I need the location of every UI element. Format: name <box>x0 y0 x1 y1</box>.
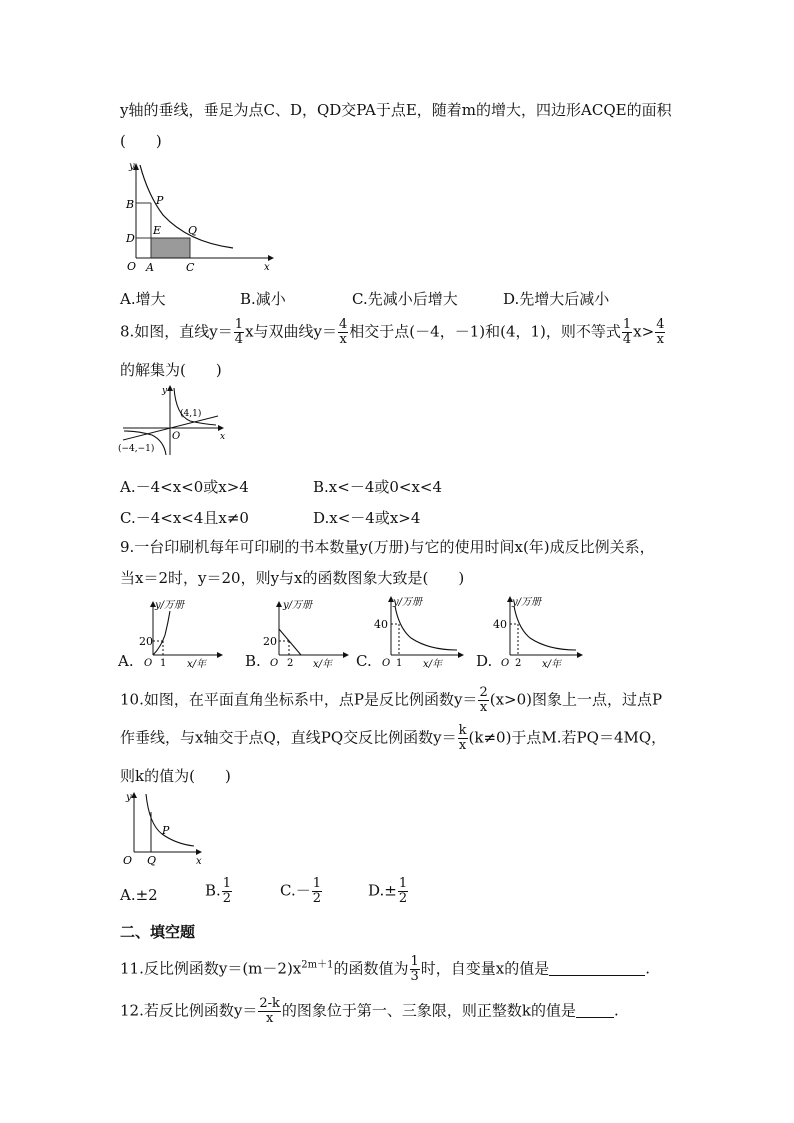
graph-a-y-label: y/万册 <box>155 600 185 611</box>
frac-num: 1 <box>234 317 244 332</box>
frac-den: x <box>339 332 347 347</box>
graph-c-y-label: y/万册 <box>393 597 423 608</box>
origin-label: O <box>172 431 181 442</box>
frac-den: 2 <box>222 891 232 906</box>
frac-num: 2 <box>479 685 488 700</box>
y-axis-label: y <box>126 792 132 803</box>
q11-line <box>120 955 650 984</box>
q10-text-1: 10.如图，在平面直角坐标系中，点P是反比例函数y＝ <box>120 690 478 709</box>
x-axis-label: x <box>220 432 226 442</box>
q7-option-d: D.先增大后减小 <box>503 290 610 308</box>
graph-a-x-value: 1 <box>160 658 167 669</box>
q12-text-2: 的图象位于第一、三象限，则正整数k的值是 <box>281 1001 576 1020</box>
q8-text-2: x与双曲线y＝ <box>245 322 338 341</box>
q11-text-1: 11.反比例函数y＝(m－2)x <box>120 959 302 978</box>
y-axis-label: y <box>162 386 168 396</box>
graph-d-y-value: 40 <box>493 618 507 631</box>
frac-den: 3 <box>410 969 419 984</box>
frac-num: 1 <box>312 876 321 891</box>
q9-graph-a <box>135 597 225 672</box>
frac-den: 4 <box>622 332 632 347</box>
q11-text-2: 的函数值为 <box>333 959 409 978</box>
q10-option-d <box>368 877 409 906</box>
q9-graph-b <box>261 597 351 672</box>
q9-graph-c <box>371 592 466 672</box>
graph-a-x-label: x/年 <box>187 659 207 670</box>
option-c-prefix: C.－ <box>280 881 311 900</box>
option-b-frac <box>222 877 232 906</box>
point-e-label: E <box>153 224 162 237</box>
option-d-frac <box>398 877 408 906</box>
frac-num: 2-k <box>259 996 280 1011</box>
graph-a-y-value: 20 <box>139 635 153 648</box>
graph-b-origin: O <box>270 658 279 669</box>
q7-option-b: B.减小 <box>240 290 286 308</box>
frac-num: k <box>458 723 467 738</box>
graph-b-x-label: x/年 <box>313 659 333 670</box>
frac-num: 1 <box>398 876 408 891</box>
q8-graph <box>118 383 228 458</box>
frac-den: 4 <box>234 332 244 347</box>
q8-option-a: A.－4<x<0或x>4 <box>120 478 249 496</box>
q10-line2 <box>120 724 666 753</box>
q8-text-1: 8.如图，直线y＝ <box>120 322 233 341</box>
frac-num: 4 <box>656 317 665 332</box>
graph-b-y-label: y/万册 <box>283 600 313 611</box>
q11-text-4: . <box>645 959 651 978</box>
q8-text-4: x> <box>633 322 655 341</box>
q11-answer-blank[interactable] <box>549 961 645 976</box>
point-4-1-label: (4,1) <box>180 409 202 419</box>
graph-c-origin: O <box>382 658 391 669</box>
section-heading: 二、填空题 <box>120 923 196 941</box>
q9-option-b-letter: B. <box>245 652 261 670</box>
frac-den: x <box>656 332 665 347</box>
x-axis-label: x <box>264 262 270 273</box>
frac-den: x <box>265 1011 274 1026</box>
point-q-label: Q <box>188 224 198 237</box>
q7-graph <box>118 160 278 275</box>
point-b-label: B <box>126 198 135 211</box>
q10-graph <box>118 790 208 870</box>
frac-den: 2 <box>398 891 408 906</box>
shaded-area <box>151 238 190 258</box>
q10-frac-1 <box>478 686 488 715</box>
option-d-prefix: D.± <box>368 881 397 900</box>
frac-den: x <box>458 738 467 753</box>
origin-label: O <box>123 854 133 867</box>
q12-text-3: . <box>613 1001 619 1020</box>
q9-graph-d <box>490 592 585 672</box>
q10-line3: 则k的值为( ) <box>120 767 231 785</box>
frac-den: 2 <box>312 891 321 906</box>
q9-option-d-letter: D. <box>476 652 493 670</box>
q12-line <box>120 997 619 1026</box>
q8-frac-2 <box>338 318 348 347</box>
graph-c-x-label: x/年 <box>423 659 443 670</box>
q8-frac-3 <box>622 318 632 347</box>
graph-a-origin: O <box>144 658 153 669</box>
q8-text-3: 相交于点(－4，－1)和(4，1)，则不等式 <box>349 322 621 341</box>
q12-frac <box>258 997 281 1026</box>
point-p-label: P <box>156 194 164 207</box>
point-p-label: P <box>162 824 170 837</box>
q11-exponent: 2m＋1 <box>301 959 334 971</box>
q10-text-3: 作垂线，与x轴交于点Q，直线PQ交反比例函数y＝ <box>120 728 457 747</box>
frac-den: x <box>479 700 488 715</box>
graph-b-y-value: 20 <box>263 635 277 648</box>
frac-num: 1 <box>410 954 419 969</box>
q11-frac <box>410 955 420 984</box>
q7-line2: ( ) <box>120 132 162 150</box>
frac-num: 1 <box>222 876 232 891</box>
q8-frac-4 <box>655 318 665 347</box>
frac-num: 1 <box>622 317 632 332</box>
q7-line1: y轴的垂线，垂足为点C、D，QD交PA于点E，随着m的增大，四边形ACQE的面积 <box>120 101 672 119</box>
graph-d-origin: O <box>501 658 510 669</box>
origin-label: O <box>127 260 137 273</box>
option-c-frac <box>312 877 322 906</box>
graph-b-x-value: 2 <box>287 658 294 669</box>
q7-option-a: A.增大 <box>120 290 166 308</box>
option-b-prefix: B. <box>205 881 221 900</box>
q10-line1 <box>120 686 662 715</box>
graph-c-x-value: 1 <box>396 658 403 669</box>
point-neg4-neg1-label: (−4,−1) <box>118 444 155 454</box>
point-d-label: D <box>126 232 135 245</box>
q12-text-1: 12.若反比例函数y＝ <box>120 1001 258 1020</box>
q8-option-d: D.x<－4或x>4 <box>313 509 421 527</box>
q10-option-b <box>205 877 233 906</box>
x-axis-label: x <box>196 856 202 867</box>
graph-d-x-value: 2 <box>515 658 522 669</box>
q8-option-c: C.－4<x<4且x≠0 <box>120 509 249 527</box>
q8-line2: 的解集为( ) <box>120 361 222 379</box>
q7-option-c: C.先减小后增大 <box>352 290 458 308</box>
graph-c-y-value: 40 <box>374 618 388 631</box>
q10-frac-2 <box>458 724 468 753</box>
q9-option-a-letter: A. <box>118 652 134 670</box>
q9-line2: 当x＝2时，y＝20，则y与x的函数图象大致是( ) <box>120 569 465 587</box>
point-a-label: A <box>146 261 154 274</box>
q10-text-4: (k≠0)于点M.若PQ＝4MQ， <box>468 728 667 747</box>
q10-option-c <box>280 877 323 906</box>
q8-option-b: B.x<－4或0<x<4 <box>313 478 443 496</box>
q12-answer-blank[interactable] <box>576 1003 614 1018</box>
graph-d-y-label: y/万册 <box>512 597 542 608</box>
frac-num: 4 <box>339 317 348 332</box>
graph-d-x-label: x/年 <box>542 659 562 670</box>
q9-option-c-letter: C. <box>356 652 372 670</box>
q9-line1: 9.一台印刷机每年可印刷的书本数量y(万册)与它的使用时间x(年)成反比例关系， <box>120 538 655 556</box>
q11-text-3: 时，自变量x的值是 <box>420 959 550 978</box>
y-axis-label: y <box>129 161 135 172</box>
point-q-label: Q <box>147 854 157 867</box>
q10-option-a: A.±2 <box>120 886 158 904</box>
q8-frac-1 <box>234 318 244 347</box>
point-c-label: C <box>186 261 195 274</box>
q8-line1 <box>120 318 666 347</box>
q10-text-2: (x>0)图象上一点，过点P <box>489 690 663 709</box>
